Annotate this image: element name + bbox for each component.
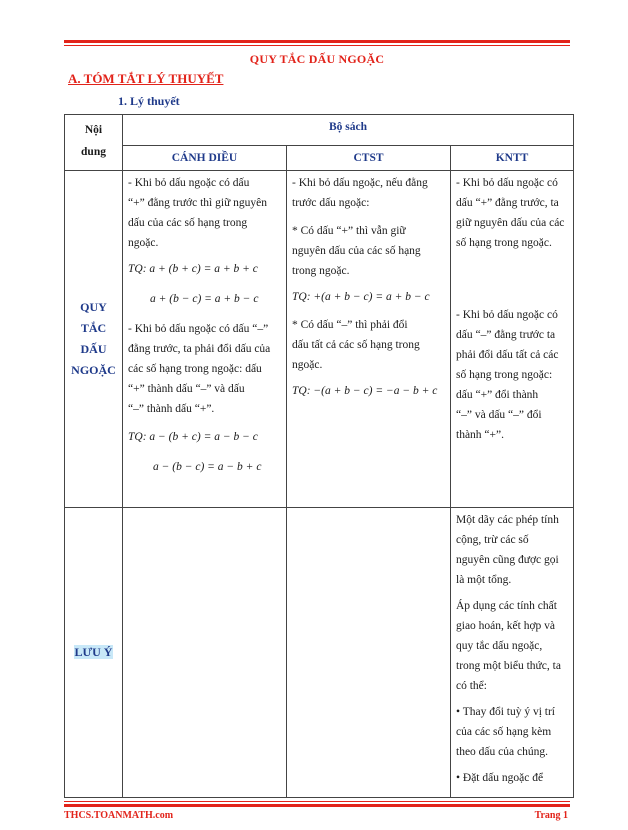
text-line: “+” đằng trước thì giữ nguyên <box>128 197 268 209</box>
text-line: • Đặt dấu ngoặc để <box>456 772 544 784</box>
formula-line: TQ: a + (b + c) = a + b + c <box>128 263 258 275</box>
text-line: của các số hạng kèm <box>456 726 552 738</box>
header-noi-dung-line2: dung <box>81 146 106 158</box>
text-line: dấu tất cả các số hạng trong <box>292 339 420 351</box>
text-line: • Thay đổi tuỳ ý vị trí <box>456 706 556 718</box>
header-rule-thin <box>64 45 570 46</box>
section-heading-text: A. TÓM TẮT LÝ THUYẾT <box>68 71 224 86</box>
text-line: có thể: <box>456 680 487 692</box>
text-line: “+” thành dấu “–” và dấu <box>128 383 245 395</box>
text-line: ngoặc. <box>292 359 323 371</box>
page-title: QUY TẮC DẤU NGOẶC <box>249 52 385 66</box>
text-line: theo dấu của chúng. <box>456 746 548 758</box>
text-line: đằng trước, ta phải đổi dấu của <box>128 343 271 355</box>
footer-site-link[interactable]: THCS.TOANMATH.com <box>64 810 174 821</box>
text-line: - Khi bỏ dấu ngoặc có <box>456 177 558 189</box>
cell-kntt-rules <box>451 171 574 508</box>
cell-canh-dieu-rules <box>123 171 287 508</box>
text-line: trong ngoặc. <box>292 265 350 277</box>
text-line: là một tổng. <box>456 574 512 586</box>
formula-line: TQ: +(a + b − c) = a + b − c <box>292 291 430 303</box>
text-line: * Có dấu “+” thì vẫn giữ <box>292 225 406 237</box>
cell-ctst-notes <box>287 508 451 798</box>
row-label-line: QUY <box>80 300 107 314</box>
formula-line: TQ: −(a + b − c) = −a − b + c <box>292 385 438 397</box>
cell-canh-dieu-notes <box>123 508 287 798</box>
text-line: - Khi bỏ dấu ngoặc, nếu đằng <box>292 177 428 189</box>
header-bo-sach: Bộ sách <box>123 115 574 146</box>
text-line: “–” và dấu “–” đổi <box>456 409 542 421</box>
col-header-ctst: CTST <box>287 146 451 171</box>
header-noi-dung <box>65 115 123 171</box>
text-line: Một dãy các phép tính <box>456 514 559 526</box>
text-line: dấu “–” đằng trước ta <box>456 329 556 341</box>
text-line: nguyên cũng được gọi <box>456 554 559 566</box>
row-label-line: TẮC <box>80 321 107 335</box>
footer-page-number: Trang 1 <box>534 810 568 821</box>
text-line: nguyên dấu của các số hạng <box>292 245 421 257</box>
text-line: giao hoán, kết hợp và <box>456 620 556 632</box>
text-line: giữ nguyên dấu của các <box>456 217 565 229</box>
text-line: các số hạng trong ngoặc: dấu <box>128 363 262 375</box>
text-line: số hạng trong ngoặc. <box>456 237 552 249</box>
text-line: - Khi bỏ dấu ngoặc có dấu “–” <box>128 323 269 335</box>
text-line: phải đổi dấu tất cả các <box>456 349 559 361</box>
text-line: dấu “+” đổi thành <box>456 389 539 401</box>
text-line: - Khi bỏ dấu ngoặc có <box>456 309 558 321</box>
formula-line: TQ: a − (b + c) = a − b − c <box>128 431 258 443</box>
row-label-luu-y <box>65 508 123 798</box>
table-subheader-row <box>65 146 574 171</box>
text-line: dấu của các số hạng trong <box>128 217 248 229</box>
formula-line: a − (b − c) = a − b + c <box>153 461 262 473</box>
table-header-row <box>65 115 574 146</box>
table-row-quy-tac <box>65 171 574 508</box>
row-label-line: NGOẶC <box>71 363 116 377</box>
row-label-quy-tac <box>65 171 123 508</box>
cell-kntt-notes <box>451 508 574 798</box>
text-line: * Có dấu “–” thì phải đổi <box>292 319 408 331</box>
header-rule-thick <box>64 40 570 43</box>
table-row-luu-y <box>65 508 574 798</box>
text-line: dấu “+” đằng trước, ta <box>456 197 559 209</box>
cell-ctst-rules <box>287 171 451 508</box>
subsection-heading: 1. Lý thuyết <box>118 94 180 108</box>
text-line: - Khi bỏ dấu ngoặc có dấu <box>128 177 250 189</box>
text-line: Áp dụng các tính chất <box>456 600 557 612</box>
footer-rule-thin <box>64 801 570 802</box>
text-line: số hạng trong ngoặc: <box>456 369 553 381</box>
text-line: quy tắc dấu ngoặc, <box>456 640 543 652</box>
row-label-luu-y-text: LƯU Ý <box>74 645 113 659</box>
formula-line: a + (b − c) = a + b − c <box>150 293 259 305</box>
text-line: trong một biểu thức, ta <box>456 660 561 672</box>
header-noi-dung-line1: Nội <box>84 124 103 136</box>
col-header-kntt: KNTT <box>451 146 574 171</box>
section-heading <box>68 71 223 87</box>
col-header-canh-dieu: CÁNH DIỀU <box>123 146 287 171</box>
footer-rule-thick <box>64 804 570 807</box>
text-line: thành “+”. <box>456 429 504 441</box>
text-line: trước dấu ngoặc: <box>292 197 370 209</box>
text-line: “–” thành dấu “+”. <box>128 403 215 415</box>
text-line: ngoặc. <box>128 237 159 249</box>
row-label-line: DẤU <box>80 342 107 356</box>
rules-table <box>64 114 574 798</box>
text-line: cộng, trừ các số <box>456 534 529 546</box>
